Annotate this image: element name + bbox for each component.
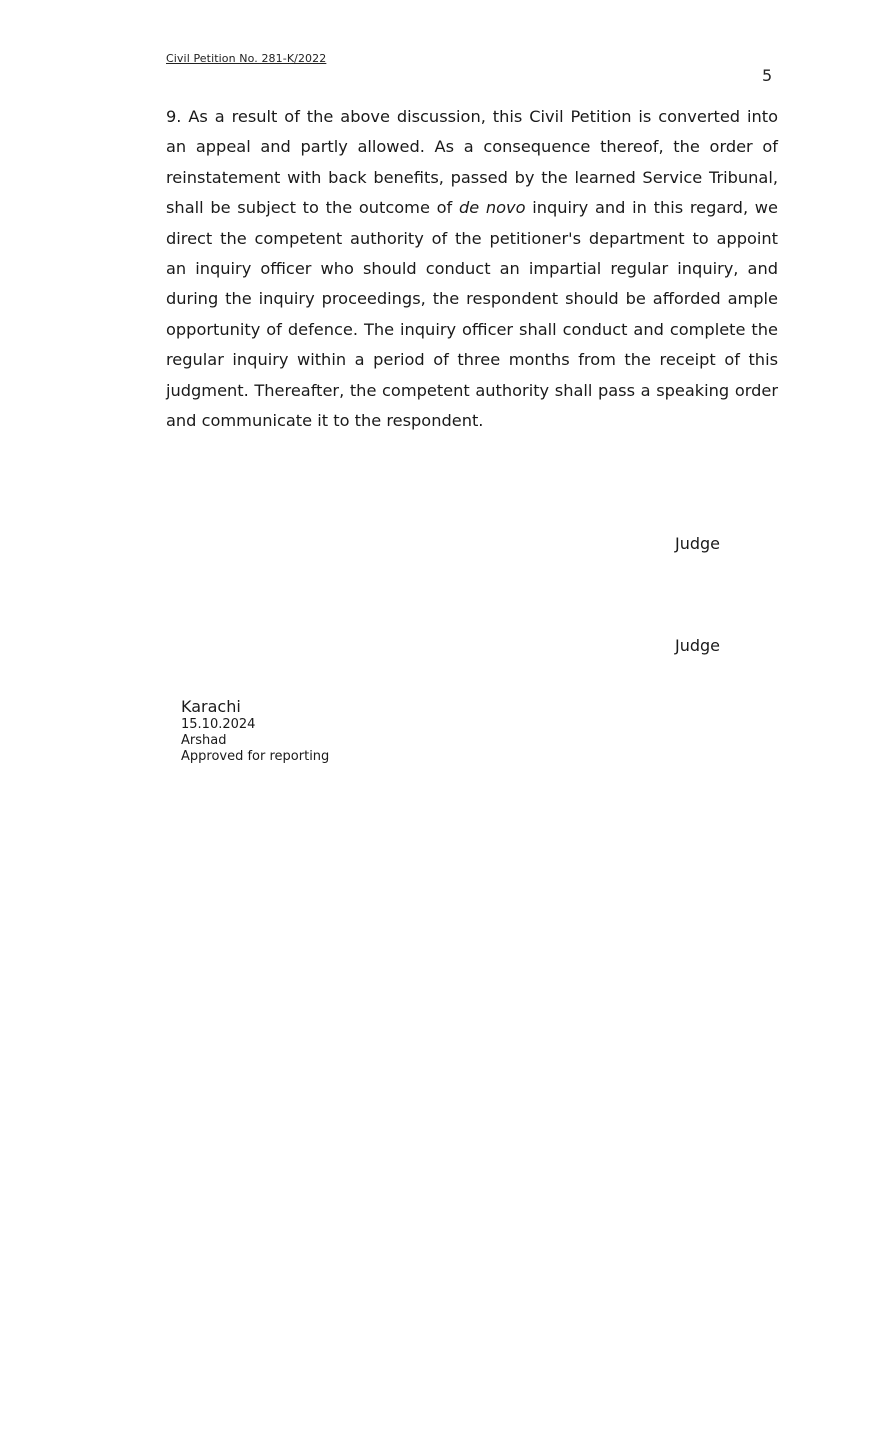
judge-signature-2: Judge	[675, 636, 721, 655]
footer-place: Karachi	[181, 697, 241, 716]
footer-reporting-status: Approved for reporting	[181, 749, 330, 764]
judge-signature-1: Judge	[675, 534, 721, 553]
judgment-footer	[181, 697, 329, 765]
paragraph-emphasis: de novo	[458, 198, 526, 218]
footer-author: Arshad	[181, 733, 227, 748]
case-number-header: Civil Petition No. 281-K/2022	[166, 52, 327, 65]
paragraph-text-part-2: inquiry and in this regard, we direct the competent authority of the petitioner's department to appoint an inquiry officer who should conduct an impartial regular inquiry, and during the inquiry proceedings, the respondent should be afforded ample opportunity of defence. The inquiry officer shall conduct and complete the regular inquiry within a period of three months from the receipt of this judgment. Thereafter, the competent authority shall pass a speaking order and communicate it to the respondent.	[166, 198, 778, 431]
judgment-paragraph	[166, 102, 778, 436]
paragraph-text-part-1: 9. As a result of the above discussion, this Civil Petition is converted into an appeal and partly allowed. As a consequence thereof, the order of reinstatement with back benefits, passed by the learned Service Tribunal, shall be subject to the outcome of	[166, 107, 778, 218]
footer-date: 15.10.2024	[181, 717, 256, 732]
page-number: 5	[762, 66, 773, 85]
